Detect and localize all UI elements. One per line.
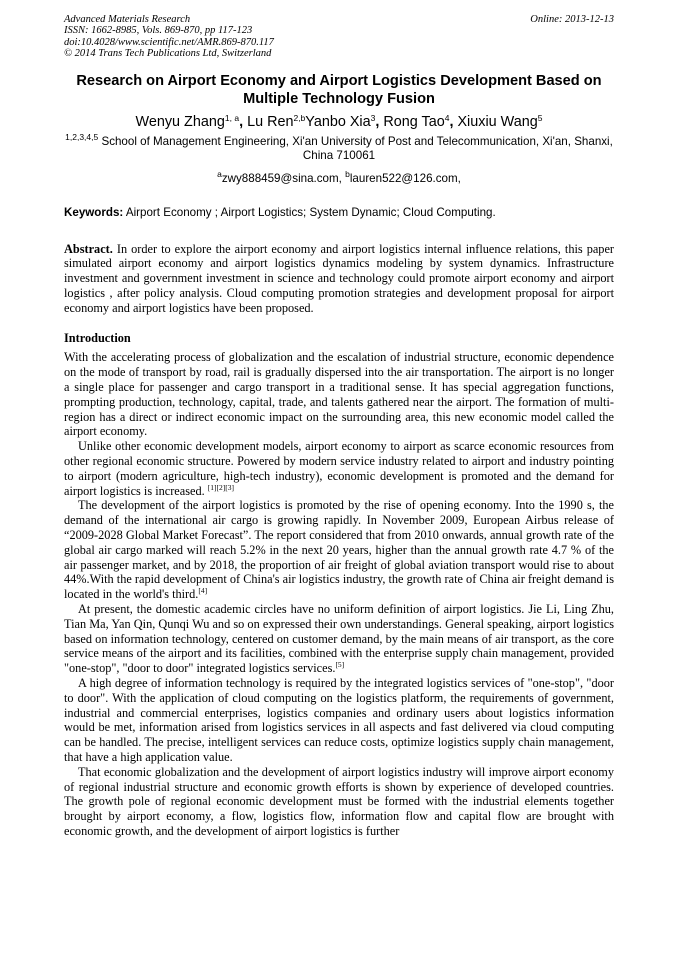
citation-ref: [4] <box>198 586 208 596</box>
paragraph-text: At present, the domestic academic circles have no uniform definition of airport logistics. Jie Li, Ling Zhu, Tian Ma, Yan Qin, Qunqi Wu and so on expressed their own understandings. General speaking, airport logistics based on information technology, centered on customer demand, by the main means of air transport, as the core service means of the airport and its facilities, combined with the enterprise supply chain management, provided "one-stop", "door to door" integrated logistics services. <box>64 601 614 676</box>
intro-paragraph-2 <box>64 439 614 498</box>
author-separator: , <box>449 113 458 130</box>
author-name: Rong Tao <box>383 113 445 130</box>
affiliation-text: School of Management Engineering, Xi'an University of Post and Telecommunication, Xi'an, Shanxi, China 710061 <box>98 134 613 162</box>
author-list <box>64 113 614 131</box>
paragraph-text: The development of the airport logistics is promoted by the rise of opening economy. Into the 1990 s, the demand of the international air cargo is growing rapidly. In November 2009, European Airbus release of “2009-2028 Global Market Forecast”. The report considered that from 2010 onwards, annual growth rate of the global air cargo marked will reach 5.2% in the next 20 years, higher than the annual growth rate 4.7 % of the air passenger market, and by 2018, the proportion of air freight of global aviation transport would rise to about 44%.With the rapid development of China's air logistics industry, the growth rate of China air freight demand is located in the world's third. <box>64 498 614 602</box>
journal-doi: doi:10.4028/www.scientific.net/AMR.869-870.117 <box>64 36 274 48</box>
affiliation <box>64 131 614 163</box>
intro-paragraph-4 <box>64 602 614 676</box>
section-heading-introduction: Introduction <box>64 330 131 345</box>
author-name: Lu Ren <box>247 113 294 130</box>
intro-paragraph-6: That economic globalization and the development of airport logistics industry will improve airport economy of regional industrial structure and economic growth efforts is shown by experience of developed countries. The growth pole of regional economic development must be formed with the industrial elements together brought by airport economy, a flow, logistics flow, information flow and capital flow are brought with economic growth, and the development of airport logistics is further <box>64 764 614 838</box>
intro-paragraph-3 <box>64 498 614 602</box>
author-name: Wenyu Zhang <box>135 113 225 130</box>
affiliation-mark: 1,2,3,4,5 <box>65 131 99 142</box>
journal-issn: ISSN: 1662-8985, Vols. 869-870, pp 117-123 <box>64 25 253 37</box>
email-mark-a: a <box>217 168 222 179</box>
intro-paragraph-1: With the accelerating process of globalization and the escalation of industrial structure, economic dependence on the mode of transport by road, rail is gradually dispersed into the air transportation. The airport is no longer a single place for passenger and cargo transport in a traditional sense. It has special aggregation functions, prompting production, technology, capital, trade, and talents gathered near the airport. The formation of multi-region has a direct or indirect economic impact on the surrounding area, this new economic model called the airport economy. <box>64 350 614 439</box>
author-affiliation-mark: 1, a <box>224 112 240 123</box>
email-mark-b: b <box>345 168 350 179</box>
citation-ref: [5] <box>335 660 345 670</box>
abstract-text: In order to explore the airport economy and airport logistics internal influence relations, this paper simulated airport economy and airport logistics dynamics modeling by system dynamics. Infrastructure investment and government investment in science and technology could promote airport economy and airport logistics , after policy analysis. Cloud computing promotion strategies and development proposal for airport economy and airport logistics have been proposed. <box>64 241 614 315</box>
intro-paragraph-5: A high degree of information technology is required by the integrated logistics services of "one-stop", "door to door". With the application of cloud computing on the logistics platform, the requirements of government, industrial and commercial enterprises, logistics companies and ordinary users about logistics information would be met, information arised from logistics services in all aspects and fast delivered via cloud computing can be handled. The precise, intelligent services can reduce costs, optimize logistics supply chain management, that have a high application value. <box>64 675 614 764</box>
paragraph-text: Unlike other economic development models, airport economy to airport as scarce economic resources from other regional economic structure. Powered by modern service industry related to airport and industry pointing to airport (modern agriculture, high-tech industry), economic development is promoted and the demand for airport logistics is increased. <box>64 439 614 498</box>
paper-title: Research on Airport Economy and Airport Logistics Development Based on Multiple Technology Fusion <box>76 72 602 107</box>
author-name: Yanbo Xia <box>305 113 371 130</box>
keywords <box>64 206 614 220</box>
journal-header <box>64 14 614 60</box>
online-date: Online: 2013-12-13 <box>530 14 614 25</box>
paper-page <box>64 14 614 839</box>
email-a: zwy888459@sina.com, <box>221 171 346 185</box>
citation-ref: [1][2][3] <box>207 482 235 492</box>
journal-name: Advanced Materials Research <box>64 14 191 25</box>
abstract <box>64 242 614 316</box>
author-separator: , <box>375 113 384 130</box>
keywords-text: Airport Economy ; Airport Logistics; System Dynamic; Cloud Computing. <box>123 205 496 219</box>
author-affiliation-mark: 3 <box>370 112 376 123</box>
author-affiliation-mark: 2,b <box>293 112 306 123</box>
author-name: Xiuxiu Wang <box>457 113 538 130</box>
author-emails <box>64 168 614 186</box>
keywords-label: Keywords: <box>64 205 124 219</box>
email-b: lauren522@126.com, <box>349 171 461 185</box>
author-separator: , <box>239 113 248 130</box>
abstract-label: Abstract. <box>64 241 113 256</box>
journal-copyright: © 2014 Trans Tech Publications Ltd, Switzerland <box>64 48 272 60</box>
author-affiliation-mark: 5 <box>537 112 543 123</box>
author-affiliation-mark: 4 <box>444 112 450 123</box>
